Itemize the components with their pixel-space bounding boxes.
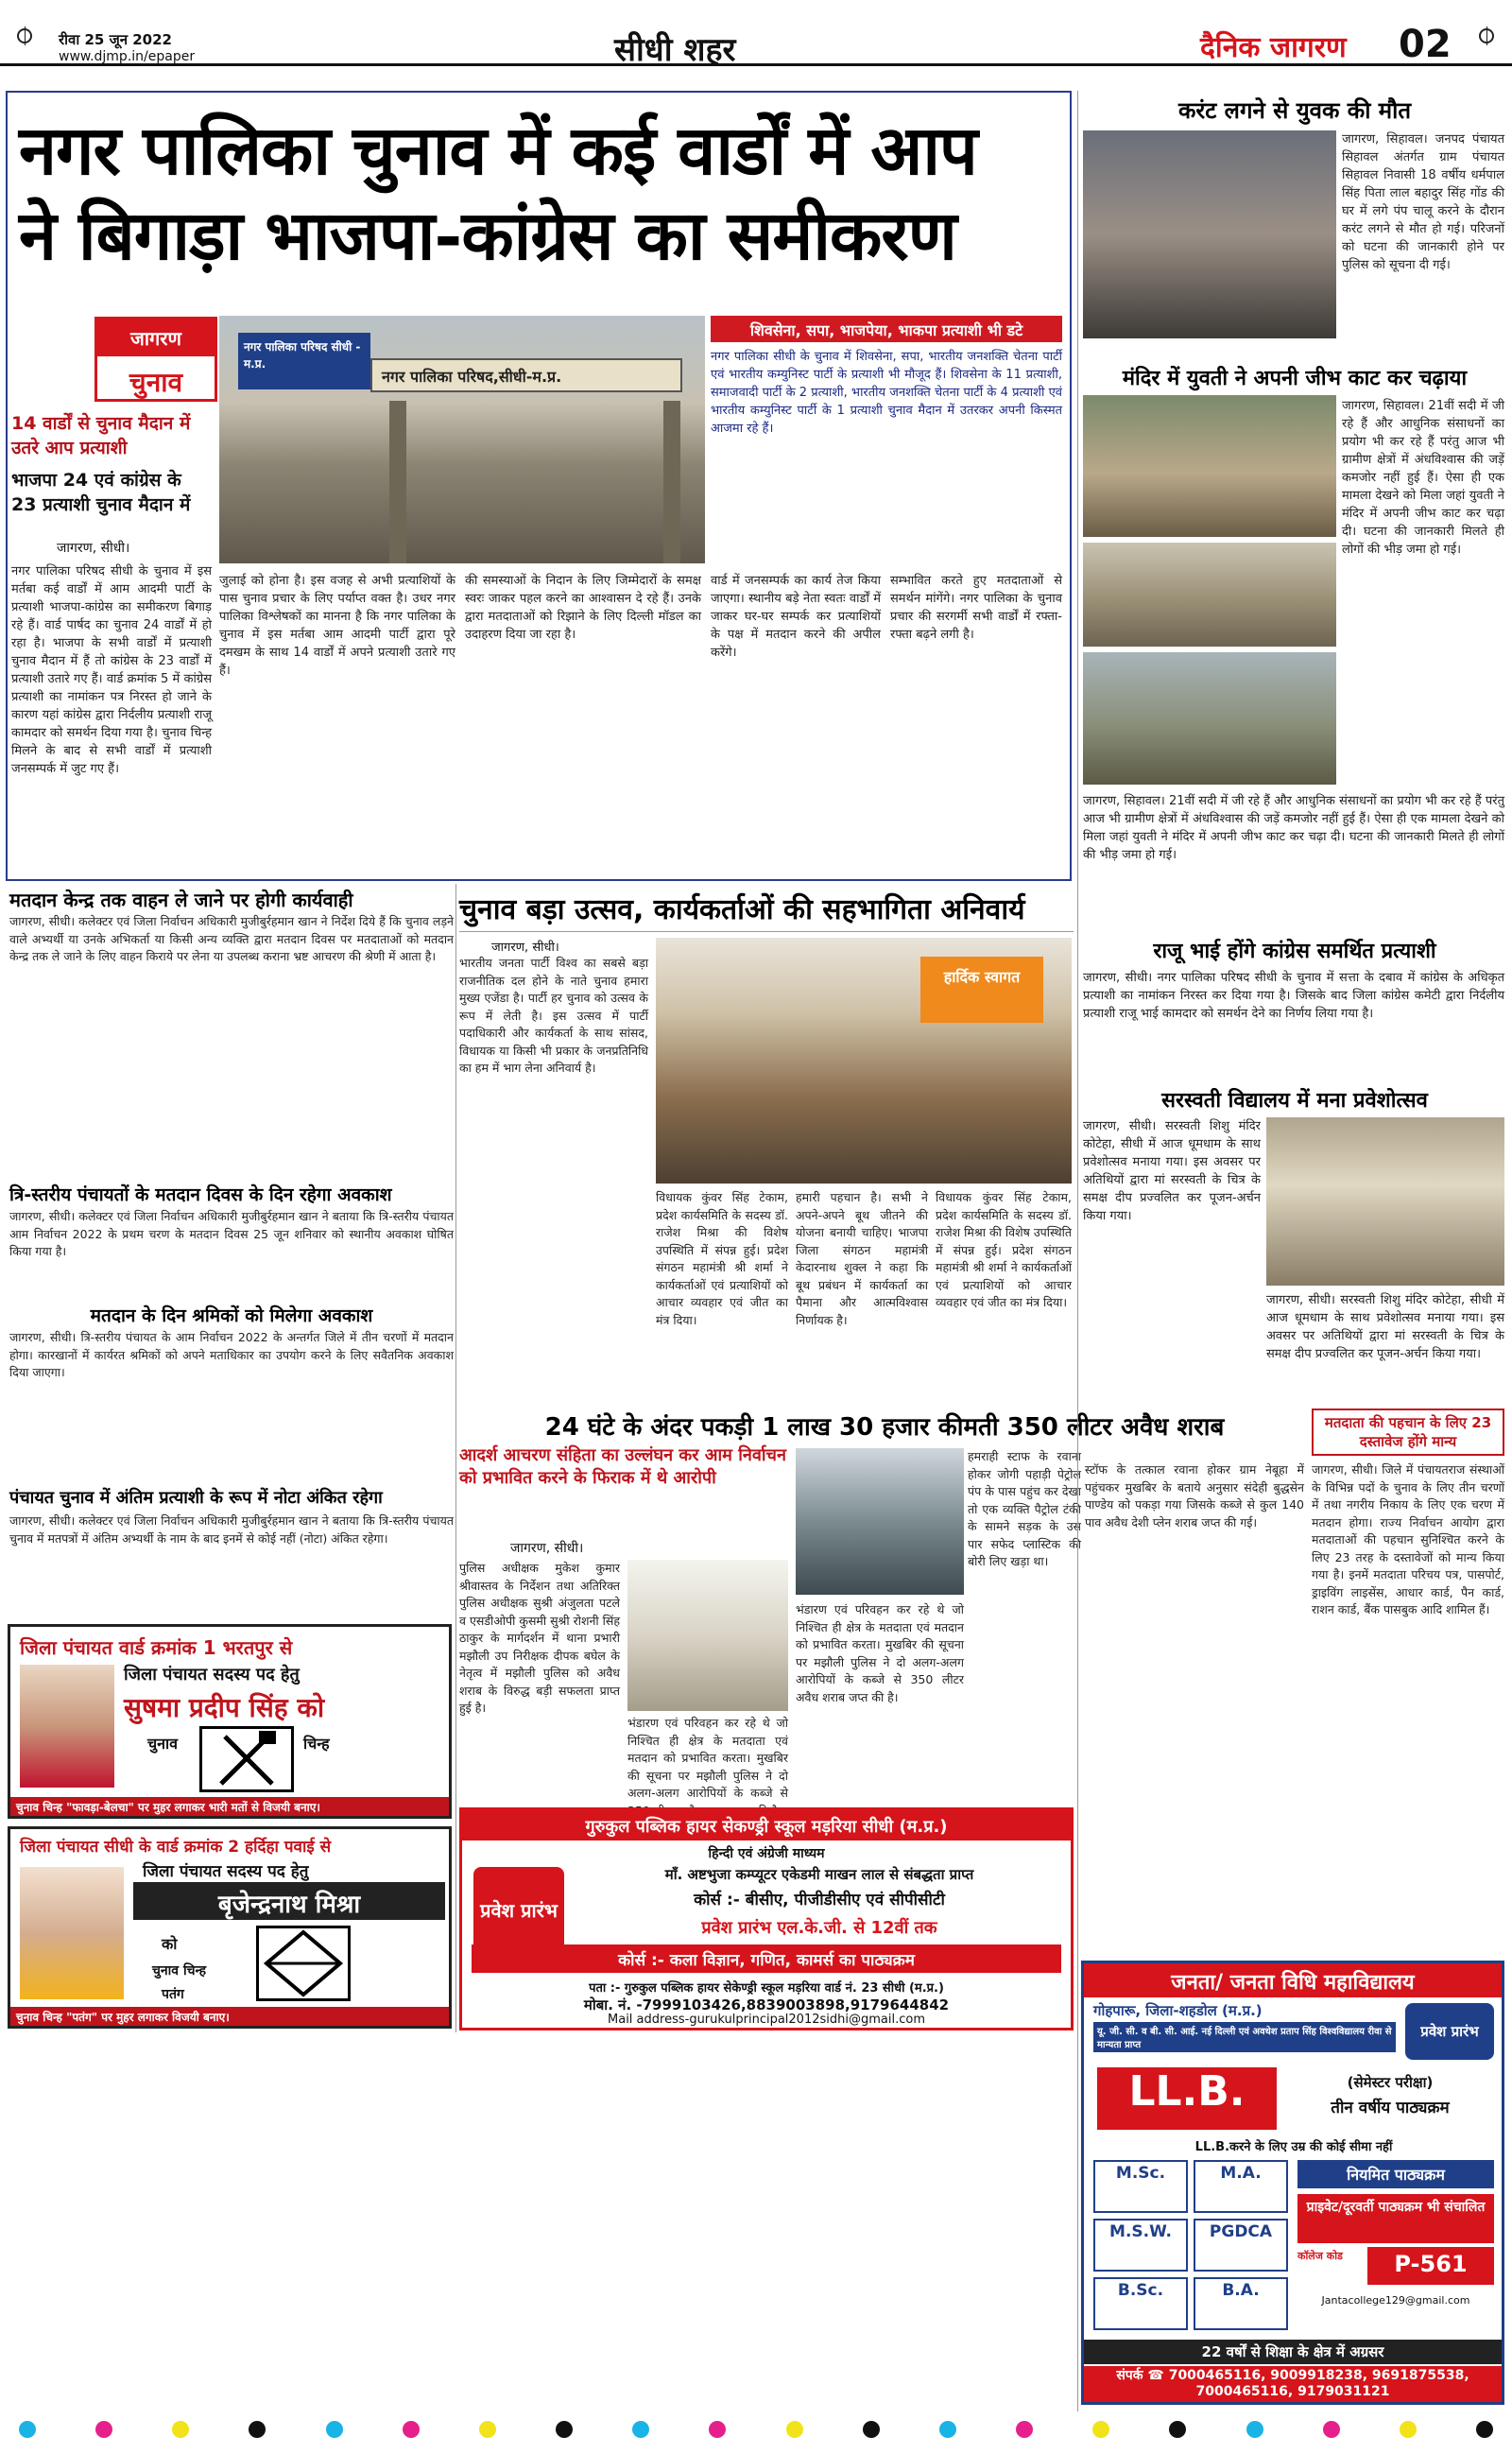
holiday-story-body: जागरण, सीधी। कलेक्टर एवं जिला निर्वाचन अधिकारी मुजीबुर्रहमान खान ने बताया कि त्रि-स्तरीय पंचायत आम निर्वाचन 2022 के प्रथम चरण के मतदान दिवस 25 जून शनिवार को स्थानीय अवकाश घोषित किया गया है। [9, 1209, 454, 1258]
lead-body-col3: की समस्याओं के निदान के लिए जिम्मेदारों के समक्ष स्वरः जाकर पहल करने का आश्वासन दे रहे हैं। उनके द्वारा मतदाताओं को रिझाने के लिए दिल्ली मॉडल का उदाहरण दिया जा रहा है। [465, 574, 701, 642]
saraswati-story-tail: जागरण, सीधी। सरस्वती शिशु मंदिर कोटेहा, सीधी में आज धूमधाम के साथ प्रवेशोत्सव मनाया गया। इस अवसर पर अतिथियों द्वारा मां सरस्वती के चित्र के समक्ष दीप प्रज्वलित कर पूजन-अर्चन किया गया। [1266, 1293, 1504, 1361]
black-swatch [1169, 2421, 1186, 2438]
lead-red-strip: शिवसेना, सपा, भाजपेया, भाकपा प्रत्याशी भी डटे [711, 316, 1062, 342]
yellow-swatch [172, 2421, 189, 2438]
lead-headline-line2: ने बिगाड़ा भाजपा-कांग्रेस का समीकरण [19, 195, 956, 275]
nota-story-body: जागरण, सीधी। कलेक्टर एवं जिला निर्वाचन अधिकारी मुजीबुर्रहमान खान ने बताया कि त्रि-स्तरीय पंचायत चुनाव में मतपत्रों में अंतिम अभ्यर्थी के नाम के बाद इनमें से कोई नहीं (नोटा) अंकित रहेगा। [9, 1513, 454, 1546]
current-story-photo [1083, 130, 1336, 338]
liquor-body-col2b: भंडारण एवं परिवहन कर रहे थे जो निश्चित ही क्षेत्र के मतदाता एवं मतदान को प्रभावित करता। मुखबिर की सूचना पर मझौली पुलिस ने दो अलग-अलग आरोपियों के कब्जे से 350 लीटर अवैध शराब जप्त की है। [796, 1602, 964, 1704]
magenta-swatch [95, 2421, 112, 2438]
festival-body-col2: विधायक कुंवर सिंह टेकाम, प्रदेश कार्यसमिति के सदस्य डॉ. राजेश मिश्रा की विशेष उपस्थिति में संपन्न हुई। प्रदेश संगठन महामंत्री श्री शर्मा ने कार्यकर्ताओं एवं प्रत्याशियों को आचार व्यवहार एवं जीत का मंत्र दिया। [656, 1190, 788, 1327]
raju-story-body: जागरण, सीधी। नगर पालिका परिषद सीधी के चुनाव में सत्ता के दबाव में कांग्रेस के अधिकृत प्रत्याशी का नामांकन निरस्त कर दिया गया है। जिसके बाद जिला कांग्रेस कमेटी द्वारा निर्दलीय प्रत्याशी राजू भाई कामदार को समर्थन देने का निर्णय लिया गया है। [1083, 971, 1504, 1021]
column-rule [1077, 91, 1078, 2411]
college-phones: संपर्क ☎ 7000465116, 9009918238, 9691875538, 7000465116, 9179031121 [1084, 2366, 1502, 2402]
festival-body-col1: भारतीय जनता पार्टी विश्व का सबसे बड़ा राजनीतिक दल होने के नाते चुनाव हमारा मुख्य एजेंडा है। पार्टी हर चुनाव को उत्सव के रूप में लेती है। इस उत्सव में पार्टी पदाधिकारी और कार्यकर्ता के साथ सांसद, विधायक या किसी भी प्रकार के जनप्रतिनिधि का हम में भाग लेना अनिवार्य है। [459, 956, 648, 1075]
temple-story-body: जागरण, सिहावल। 21वीं सदी में जी रहे हैं और आधुनिक संसाधनों का प्रयोग भी कर रहे हैं परंतु आज भी ग्रामीण क्षेत्रों में अंधविश्वास की जड़ें कमजोर नहीं हुई हैं। ऐसा ही एक मामला देखने को मिला जहां युवती ने मंदिर में अपनी जीभ काट कर चढ़ा दी। घटना की जानकारी मिलते ही लोगों की भीड़ जमा हो गई। [1342, 399, 1504, 557]
llb-age: LL.B.करने के लिए उम्र की कोई सीमा नहीं [1194, 2140, 1393, 2154]
vehicle-story-body: जागरण, सीधी। कलेक्टर एवं जिला निर्वाचन अधिकारी मुजीबुर्रहमान खान ने निर्देश दिये हैं कि चुनाव लड़ने वाले अभ्यर्थी या उनके अभिकर्ता या किसी अन्य व्यक्ति द्वारा मतदान दिवस पर मतदाताओं को मतदान केन्द्र तक ले जाने के लिए वाहन किराये पर लेना या उपलब्ध कराना भ्रष्ट आचरण की श्रेणी में आता है। [9, 914, 454, 963]
lead-body-col1: नगर पालिका परिषद सीधी के चुनाव में इस मर्तबा कई वार्डों में आम आदमी पार्टी के प्रत्याशी भाजपा-कांग्रेस का समीकरण बिगाड़ रहे हैं। वार्ड पार्षद का चुनाव 24 वार्डों में हो रहा है। भाजपा के सभी वार्डों में प्रत्याशी चुनाव मैदान में हैं तो कांग्रेस के 23 वार्डों में प्रत्याशी उतारे गए हैं। वार्ड क्रमांक 5 में कांग्रेस प्रत्याशी का नामांकन पत्र निरस्त हो जाने के कारण यहां कांग्रेस द्वारा निर्दलीय प्रत्याशी राजू कामदार को समर्थन दिया गया है। चुनाव चिन्ह मिलने के बाद से सभी वार्डों में प्रत्याशी जनसम्पर्क में जुट गए हैं। [11, 564, 212, 776]
yellow-swatch [479, 2421, 496, 2438]
saraswati-photo [1266, 1117, 1504, 1286]
kite-symbol-icon [256, 1926, 351, 2001]
ad1-footer: चुनाव चिन्ह "फावड़ा-बेलचा" पर मुहर लगाकर भारी मतों से विजयी बनाए। [10, 1797, 449, 1816]
admission-badge: प्रवेश प्रारंभ [473, 1867, 564, 1954]
photo-sign-large: नगर पालिका परिषद,सीधी-म.प्र. [370, 358, 682, 392]
lead-headline-line1: नगर पालिका चुनाव में कई वार्डों में आप [19, 110, 977, 190]
page-number: 02 [1399, 23, 1452, 66]
school-admission: प्रवेश प्रारंभ एल.के.जी. से 12वीं तक [701, 1918, 937, 1938]
registration-mark-icon [1479, 28, 1494, 43]
cyan-swatch [1246, 2421, 1263, 2438]
workers-story-headline: मतदान के दिन श्रमिकों को मिलेगा अवकाश [90, 1305, 373, 1326]
ad-gurukul-school [459, 1807, 1074, 2031]
registration-mark-icon [17, 28, 32, 43]
school-courses: कोर्स :- बीसीए, पीजीडीसीए एवं सीपीसीटी [694, 1891, 945, 1910]
lead-subhead-bjp-congress: भाजपा 24 एवं कांग्रेस के 23 प्रत्याशी चुनाव मैदान में [11, 470, 191, 515]
college-footer: 22 वर्षों से शिक्षा के क्षेत्र में अग्रसर [1084, 2340, 1502, 2364]
page-header [0, 0, 1512, 69]
header-url[interactable]: www.djmp.in/epaper [59, 49, 196, 64]
school-affiliation: माँ. अष्टभुजा कम्प्यूटर एकेडमी माखन लाल से संबद्धता प्राप्त [664, 1866, 974, 1883]
ad-brijendra [8, 1826, 452, 2029]
ad1-name: सुषमा प्रदीप सिंह को [124, 1692, 325, 1723]
lead-body-col4: नगर पालिका सीधी के चुनाव में शिवसेना, सपा, भारतीय जनशक्ति चेतना पार्टी एवं भारतीय कम्युनिस्ट पार्टी के प्रत्याशी भी मौजूद हैं। शिवसेना के 11 प्रत्याशी, समाजवादी पार्टी के 2 प्रत्याशी, भारतीय जनशक्ति चेतना पार्टी के 4 प्रत्याशी एवं भारतीय कम्युनिस्ट पार्टी के 1 प्रत्याशी चुनाव मैदान में उतरकर अपनी किस्मत आजमा रहे हैं। [711, 350, 1062, 436]
ad2-line1: जिला पंचायत सीधी के वार्ड क्रमांक 2 हर्दिहा पवाई से [20, 1838, 332, 1857]
magenta-swatch [1016, 2421, 1033, 2438]
school-title: गुरुकुल पब्लिक हायर सेकण्ड्री स्कूल मड़रिया सीधी (म.प्र.) [462, 1810, 1071, 1840]
school-mobile: मोबा. नं. -7999103426,8839003898,9179644842 [583, 1996, 950, 2013]
ad-janta-college [1081, 1961, 1504, 2405]
festival-story-headline: चुनाव बड़ा उत्सव, कार्यकर्ताओं की सहभागिता अनिवार्य [459, 893, 1025, 926]
ad2-ko: को [162, 1935, 178, 1953]
liquor-body-col4: स्टॉफ के तत्काल रवाना होकर ग्राम नेबूहा में पहुंचकर मुखबिर के बताये अनुसार संदेही बुद्धसेन पाण्डेय को पकड़ा गया जिसके कब्जे से कुल 140 पाव अवैध देशी प्लेन शराब जप्त की गई। [1085, 1462, 1304, 1529]
section-title: सीधी शहर [614, 31, 736, 69]
private-courses: प्राइवेट/दूरवर्ती पाठ्यक्रम भी संचालित [1297, 2194, 1494, 2243]
voter-id-body: जागरण, सीधी। जिले में पंचायतराज संस्थाओं के विभिन्न पदों के चुनाव के लिए तीन चरणों में तथा नगरीय निकाय के लिए एक चरण में मतदान होगा। राज्य निर्वाचन आयोग द्वारा मतदाताओं की पहचान सुनिश्चित करने के लिए 23 तरह के दस्तावेजों को मान्य किया गया है। इनमें मतदाता परिचय पत्र, पासपोर्ट, ड्राइविंग लाइसेंस, आधार कार्ड, पैन कार्ड, राशन कार्ड, बैंक पासबुक आदि शामिल हैं। [1312, 1462, 1504, 1616]
saraswati-story-body: जागरण, सीधी। सरस्वती शिशु मंदिर कोटेहा, सीधी में आज धूमधाम के साथ प्रवेशोत्सव मनाया गया। इस अवसर पर अतिथियों द्वारा मां सरस्वती के चित्र के समक्ष दीप प्रज्वलित कर पूजन-अर्चन किया गया। [1083, 1119, 1261, 1223]
cyan-swatch [632, 2421, 649, 2438]
course-pgdca: PGDCA [1194, 2219, 1288, 2272]
photo-sign-small: नगर पालिका परिषद सीधी - म.प्र. [238, 333, 370, 389]
regular-courses: नियमित पाठ्यक्रम [1297, 2160, 1494, 2188]
liquor-seized-photo [627, 1560, 788, 1711]
liquor-body-col1: पुलिस अधीक्षक मुकेश कुमार श्रीवास्तव के निर्देशन तथा अतिरिक्त पुलिस अधीक्षक सुश्री अंजुलता पटले व एसडीओपी कुसमी सुश्री रोशनी सिंह ठाकुर के मार्गदर्शन में थाना प्रभारी मझौली उप निरीक्षक दीपक बघेल के नेतृत्व में मझौली पुलिस को अवैध शराब के विरुद्ध बड़ी सफलता प्राप्त हुई है। [459, 1561, 620, 1715]
workers-story-body: जागरण, सीधी। त्रि-स्तरीय पंचायत के आम निर्वाचन 2022 के अन्तर्गत जिले में तीन चरणों में मतदान होगा। कारखानों में कार्यरत श्रमिकों को अपने मताधिकार का उपयोग करने के लिए सवैतनिक अवकाश दिया जाएगा। [9, 1330, 454, 1379]
bjp-meeting-photo [656, 938, 1072, 1184]
cyan-swatch [326, 2421, 343, 2438]
ad2-footer: चुनाव चिन्ह "पतंग" पर मुहर लगाकर विजयी बनाए। [10, 2007, 449, 2026]
temple-photo-middle [1083, 543, 1336, 647]
college-title: जनता/ जनता विधि महाविद्यालय [1084, 1963, 1502, 1997]
gate-pillar [663, 401, 680, 563]
cyan-swatch [19, 2421, 36, 2438]
magenta-swatch [403, 2421, 420, 2438]
black-swatch [556, 2421, 573, 2438]
color-calibration-bar [0, 2415, 1512, 2444]
ad1-line2: जिला पंचायत सदस्य पद हेतु [124, 1665, 300, 1685]
lead-body-col2: जुलाई को होना है। इस वजह से अभी प्रत्याशियों के पास चुनाव प्रचार के लिए पर्याप्त वक्त है। उधर नगर पालिका विश्लेषकों का मानना है कि नगर पालिका के चुनाव में इस मर्तबा आम आदमी पार्टी द्वारा पूरे दमखम के साथ 14 वार्डों में अपने प्रत्याशी उतारे गए हैं। [219, 574, 455, 678]
raju-story-headline: राजू भाई होंगे कांग्रेस समर्थित प्रत्याशी [1153, 940, 1436, 963]
school-email[interactable]: Mail address-gurukulprincipal2012sidhi@gmail.com [608, 2013, 925, 2027]
ad-sushma [8, 1624, 452, 1819]
school-medium: हिन्दी एवं अंग्रेजी माध्यम [708, 1846, 825, 1861]
ad1-line1: जिला पंचायत वार्ड क्रमांक 1 भरतपुर से [20, 1636, 293, 1659]
liquor-dateline: जागरण, सीधी। [510, 1541, 584, 1556]
accused-photo-1 [796, 1448, 964, 1595]
college-location: गोहपारू, जिला-शहडोल (म.प्र.) [1093, 2002, 1263, 2019]
lead-body-col6: सम्भावित करते हुए मतदाताओं से समर्थन मांगेंगे। नगर पालिका के चुनाव प्रचार की सरगर्मी सभी वार्डों में रफ्ता-रफ्ता बढ़ने लगी है। [890, 574, 1062, 642]
llb-label: LL.B. [1097, 2067, 1277, 2130]
college-code: P-561 [1367, 2247, 1494, 2285]
magenta-swatch [1323, 2421, 1340, 2438]
liquor-body-col2: भंडारण एवं परिवहन कर रहे थे जो निश्चित ही क्षेत्र के मतदाता एवं मतदान को प्रभावित करता। मुखबिर की सूचना पर मझौली पुलिस ने दो अलग-अलग आरोपियों के कब्जे से [627, 1716, 788, 1800]
temple-photo-bottom [1083, 652, 1336, 785]
liquor-story-headline: 24 घंटे के अंदर पकड़ी 1 लाख 30 हजार कीमती 350 लीटर अवैध शराब [544, 1413, 1225, 1442]
ad2-patang: पतंग [162, 1987, 184, 2002]
lead-dateline: जागरण, सीधी। [57, 541, 130, 556]
course-msc: M.Sc. [1093, 2160, 1188, 2213]
college-admission-badge: प्रवेश प्रारंभ [1405, 2003, 1494, 2060]
candidate-photo-brijendra [20, 1867, 124, 1999]
cyan-swatch [939, 2421, 956, 2438]
ad2-name: बृजेन्द्रनाथ मिश्रा [133, 1882, 445, 1920]
current-story-body: जागरण, सिहावल। जनपद पंचायत सिहावल अंतर्गत ग्राम पंचायत सिहावल निवासी 18 वर्षीय धर्मपाल सिंह पिता लाल बहादुर सिंह गोंड की घर में लगे पंप चालू करने के दौरान करंट लगने से मौत हो गई। परिजनों को घटना की जानकारी होने पर पुलिस को सूचना दी गई। [1342, 132, 1504, 272]
festival-body-col4: विधायक कुंवर सिंह टेकाम, प्रदेश कार्यसमिति के सदस्य डॉ. राजेश मिश्रा की विशेष उपस्थिति में संपन्न हुई। प्रदेश संगठन महामंत्री श्री शर्मा ने कार्यकर्ताओं एवं प्रत्याशियों को आचार व्यवहार एवं जीत का मंत्र दिया। [936, 1190, 1072, 1309]
voter-id-headline: मतदाता की पहचान के लिए 23 दस्तावेज होंगे मान्य [1324, 1414, 1492, 1450]
black-swatch [249, 2421, 266, 2438]
course-msw: M.S.W. [1093, 2219, 1188, 2272]
divider [459, 931, 1074, 932]
magenta-swatch [709, 2421, 726, 2438]
jagran-chunav-badge [94, 317, 217, 402]
temple-photo-top [1083, 395, 1336, 537]
school-course2: कोर्स :- कला विज्ञान, गणित, कामर्स का पाठ्यक्रम [472, 1944, 1061, 1973]
lead-subhead-aap: 14 वार्डों से चुनाव मैदान में उतरे आप प्रत्याशी [11, 413, 191, 458]
nota-story-headline: पंचायत चुनाव में अंतिम प्रत्याशी के रूप में नोटा अंकित रहेगा [9, 1488, 383, 1508]
festival-body-col3: हमारी पहचान है। सभी ने अपने-अपने बूथ जीतने की योजना बनायी चाहिए। भाजपा जिला संगठन महामंत्री केदारनाथ शुक्ल ने कहा कि बूथ प्रबंधन में कार्यकर्ता का पैमाना और आत्मविश्वास निर्णायक है। [796, 1190, 928, 1327]
vehicle-story-headline: मतदान केन्द्र तक वाहन ले जाने पर होगी कार्यवाही [9, 889, 353, 911]
college-affiliation: यू. जी. सी. व बी. सी. आई. नई दिल्ली एवं अवधेश प्रताप सिंह विश्वविद्यालय रीवा से मान्यता प्राप्त [1093, 2022, 1396, 2052]
column-rule [455, 884, 456, 2032]
festival-dateline: जागरण, सीधी। [491, 941, 559, 955]
ad2-line2: जिला पंचायत सदस्य पद हेतु [143, 1862, 309, 1881]
llb-desc2: तीन वर्षीय पाठ्यक्रम [1331, 2099, 1450, 2117]
ad1-chinh: चिन्ह [303, 1735, 330, 1753]
yellow-swatch [1400, 2421, 1417, 2438]
college-email[interactable]: Jantacollege129@gmail.com [1321, 2294, 1470, 2307]
yellow-swatch [786, 2421, 803, 2438]
course-ma: M.A. [1194, 2160, 1288, 2213]
temple-story-continued: जागरण, सिहावल। 21वीं सदी में जी रहे हैं और आधुनिक संसाधनों का प्रयोग भी कर रहे हैं परंतु आज भी ग्रामीण क्षेत्रों में अंधविश्वास की जड़ें कमजोर नहीं हुई हैं। ऐसा ही एक मामला देखने को मिला जहां युवती ने मंदिर में अपनी जीभ काट कर चढ़ा दी। घटना की जानकारी मिलते ही लोगों की भीड़ जमा हो गई। [1083, 794, 1504, 862]
newspaper-name: दैनिक जागरण [1200, 31, 1347, 64]
liquor-body-col3: हमराही स्टाफ के रवाना होकर जोगी पहाड़ी पेट्रोल पंप के पास पहुंच कर देखा तो एक व्यक्ति पैट्रोल टंकी के सामने सड़क के उस पार सफेद प्लास्टिक की बोरी लिए खड़ा था। [968, 1449, 1081, 1568]
badge-bottom: चुनाव [129, 367, 183, 398]
black-swatch [1476, 2421, 1493, 2438]
lead-body-col5: वार्ड में जनसम्पर्क का कार्य तेज किया जाएगा। स्थानीय बड़े नेता स्वतः वार्डों में जाकर घर-घर सम्पर्क कर प्रत्याशियों के पक्ष में मतदान करने की अपील करेंगे। [711, 574, 881, 660]
yellow-swatch [1092, 2421, 1109, 2438]
llb-desc1: (सेमेस्टर परीक्षा) [1347, 2074, 1434, 2091]
school-address: पता :- गुरुकुल पब्लिक हायर सेकेण्ड्री स्कूल मड़रिया वार्ड नं. 23 सीधी (म.प्र.) [589, 1981, 944, 1996]
saraswati-story-headline: सरस्वती विद्यालय में मना प्रवेशोत्सव [1161, 1089, 1428, 1113]
black-swatch [863, 2421, 880, 2438]
voter-id-headline-box [1312, 1408, 1504, 1456]
current-story-headline: करंट लगने से युवक की मौत [1177, 97, 1412, 124]
temple-story-headline: मंदिर में युवती ने अपनी जीभ काट कर चढ़ाया [1122, 367, 1468, 390]
gate-pillar [389, 401, 406, 563]
course-ba: B.A. [1194, 2277, 1288, 2330]
ad1-chunav: चुनाव [147, 1735, 179, 1753]
holiday-story-headline: त्रि-स्तरीय पंचायतों के मतदान दिवस के दिन रहेगा अवकाश [9, 1184, 392, 1205]
college-code-label: कॉलेज कोड [1297, 2250, 1343, 2262]
liquor-red-subhead: आदर्श आचरण संहिता का उल्लंघन कर आम निर्वाचन को प्रभावित करने के फिराक में थे आरोपी [459, 1445, 786, 1488]
municipality-building-photo [219, 316, 705, 563]
header-date: रीवा 25 जून 2022 [59, 31, 172, 48]
course-bsc: B.Sc. [1093, 2277, 1188, 2330]
welcome-banner: हार्दिक स्वागत [920, 957, 1043, 1023]
candidate-photo-sushma [20, 1665, 114, 1788]
badge-top: जागरण [97, 320, 215, 356]
ad2-chunav: चुनाव चिन्ह [152, 1963, 207, 1979]
shovel-symbol-icon [199, 1726, 294, 1792]
